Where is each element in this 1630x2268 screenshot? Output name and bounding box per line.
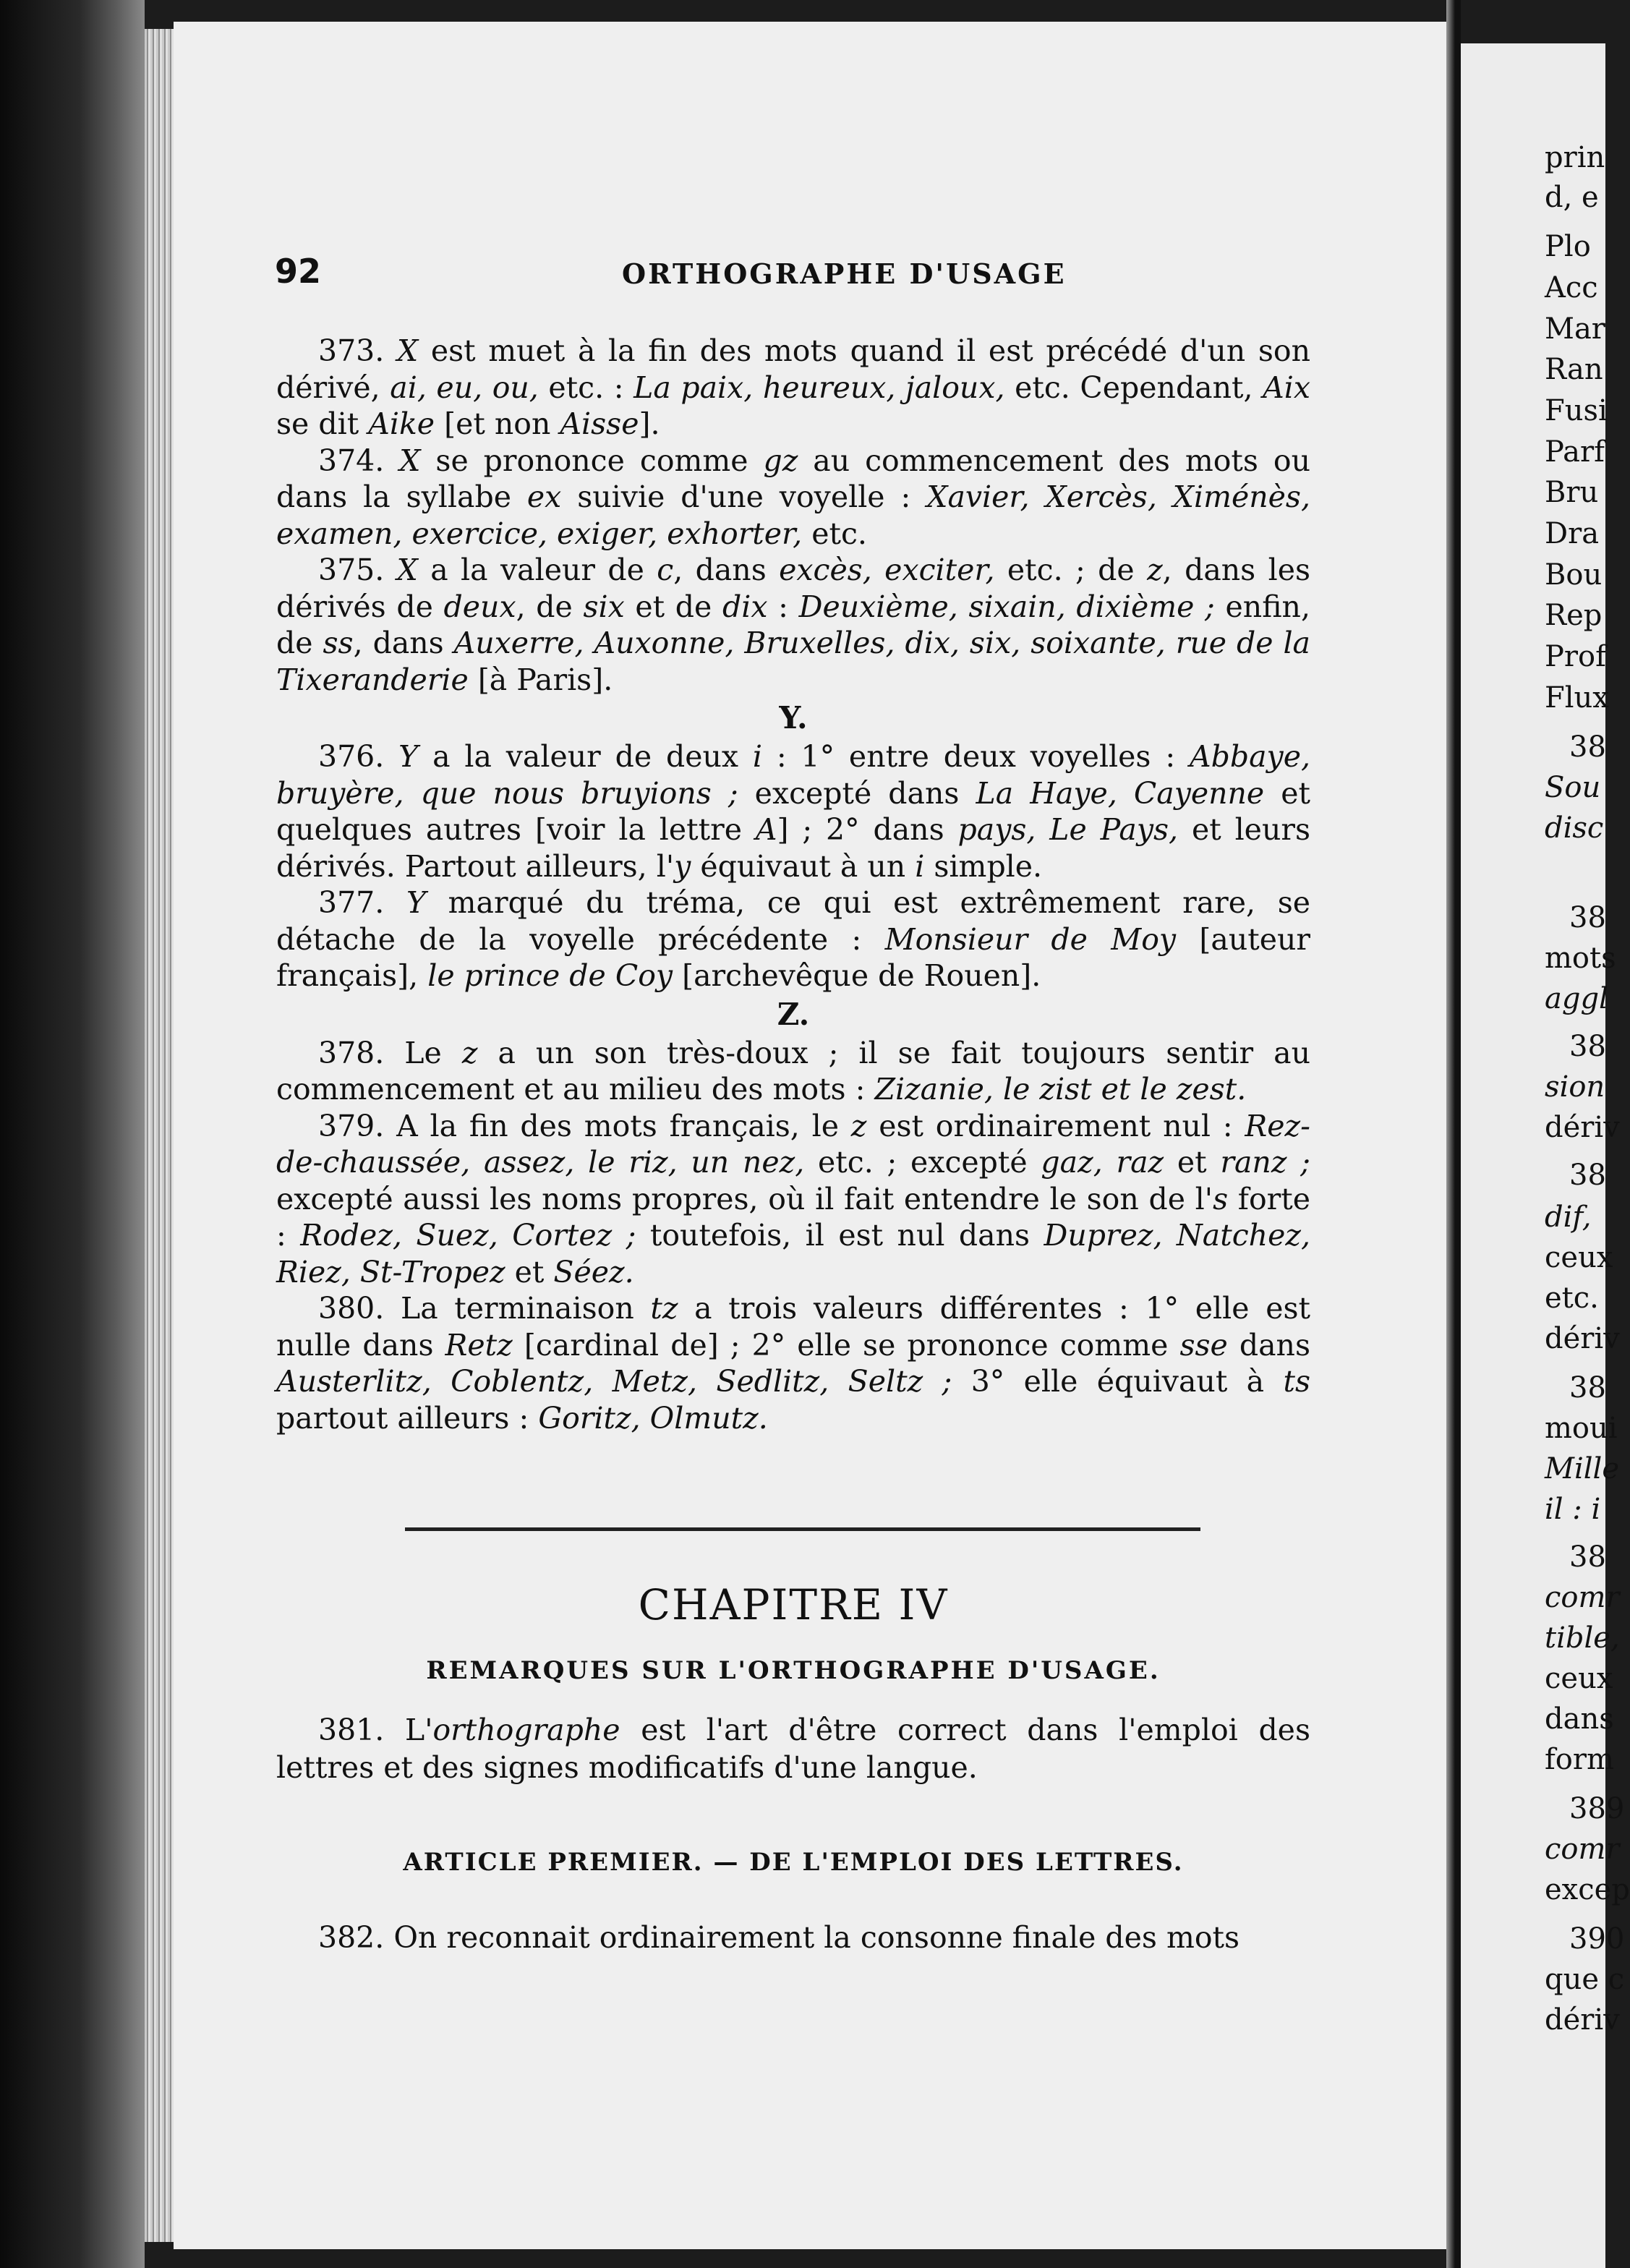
facing-page-fragment: 38: [1569, 1371, 1606, 1404]
text-run: z: [850, 1108, 867, 1143]
text-run: équivaut à un: [691, 848, 916, 884]
text-run: Goritz, Olmutz.: [538, 1400, 768, 1436]
text-run: z: [461, 1035, 478, 1070]
paragraph-382: [276, 1920, 1310, 1955]
text-run: gaz, raz: [1041, 1145, 1164, 1180]
text-run: 379. A la fin des mots français, le: [318, 1108, 851, 1143]
text-run: forte :: [276, 1181, 1311, 1253]
facing-page-fragment: Rep: [1545, 599, 1603, 632]
paragraph-376: [276, 738, 1310, 884]
text-run: X: [399, 443, 421, 478]
text-run: X: [396, 333, 419, 368]
facing-page-fragment: 390: [1569, 1922, 1625, 1956]
chapter-subtitle: REMARQUES SUR L'ORTHOGRAPHE D'USAGE.: [426, 1656, 1161, 1685]
text-run: a la valeur de: [417, 553, 657, 587]
text-run: Rez-de-chaussée, assez, le riz, un nez,: [276, 1108, 1310, 1180]
text-run: s: [1213, 1181, 1229, 1216]
text-run: Abbaye, bruyère, que nous bruyions ;: [276, 739, 1311, 811]
text-run: deux: [443, 589, 516, 624]
paragraph-377: [276, 884, 1310, 994]
facing-page-fragment: Mar: [1545, 312, 1605, 346]
section-divider: [405, 1527, 1200, 1531]
text-run: Y: [398, 739, 419, 774]
running-head: [275, 252, 1331, 295]
facing-page-fragment: excep: [1545, 1873, 1630, 1906]
text-run: i: [915, 848, 925, 884]
section-heading-z: Z.: [777, 996, 810, 1032]
text-run: Aisse: [560, 406, 639, 441]
text-run: ts: [1283, 1364, 1310, 1399]
text-run: etc. Cependant,: [1004, 370, 1263, 405]
text-run: orthographe: [432, 1713, 620, 1747]
text-run: c: [657, 553, 674, 587]
text-run: a la valeur de deux: [418, 739, 753, 774]
text-run: , dans les dérivés de: [276, 553, 1310, 624]
text-run: , de: [516, 589, 584, 624]
facing-page-fragment: ceux: [1545, 1241, 1613, 1274]
facing-page-fragment: Fusi: [1545, 394, 1608, 427]
text-run: [archevêque de Rouen].: [673, 958, 1041, 993]
facing-page: [1461, 43, 1630, 2268]
text-run: se prononce comme: [420, 443, 764, 478]
facing-page-fragment: 38: [1569, 730, 1606, 764]
text-run: 373.: [318, 333, 397, 368]
text-run: dans: [1227, 1327, 1310, 1363]
text-run: Zizanie, le zist et le zest.: [874, 1072, 1247, 1107]
text-run: et leurs dérivés. Partout ailleurs, l': [276, 812, 1310, 884]
facing-page-fragment: Ran: [1545, 353, 1603, 386]
text-run: etc.: [802, 516, 867, 551]
text-run: ai, eu, ou,: [390, 370, 539, 405]
paragraph-380: [276, 1290, 1310, 1436]
text-run: ranz ;: [1220, 1145, 1310, 1180]
text-run: ex: [526, 479, 562, 514]
text-run: 380. La terminaison: [318, 1291, 651, 1326]
text-run: marqué du tréma, ce qui est extrêmement rare, se détache de la voyelle précédente :: [276, 885, 1310, 957]
paragraph-373: [276, 333, 1310, 443]
facing-page-fragment: comr: [1545, 1833, 1620, 1866]
text-run: X: [396, 553, 418, 587]
text-run: est l'art d'être correct dans l'emploi des lettres et des signes modificatifs d'une langue.: [276, 1713, 1310, 1785]
text-run: 381. L': [318, 1713, 433, 1747]
text-run: Duprez, Natchez, Riez, St-Tropez: [276, 1218, 1310, 1289]
facing-page-fragment: form: [1545, 1743, 1614, 1776]
text-run: gz: [763, 443, 798, 478]
facing-page-fragment: Mille: [1545, 1452, 1620, 1485]
text-run: excès, exciter,: [779, 553, 995, 587]
text-run: ss: [323, 626, 354, 660]
text-run: La Haye, Cayenne: [976, 775, 1265, 811]
text-run: z: [1147, 553, 1163, 587]
paragraph-379: [276, 1108, 1310, 1291]
text-run: sse: [1179, 1327, 1228, 1363]
text-run: Retz: [445, 1327, 513, 1363]
text-run: est muet à la fin des mots quand il est précédé d'un son dérivé,: [276, 333, 1310, 405]
page-edges: [145, 29, 174, 2242]
text-run: 376.: [318, 739, 399, 774]
text-run: simple.: [924, 848, 1043, 884]
text-run: a un son très-doux ; il se fait toujours sentir au commencement et au milieu des mots :: [276, 1035, 1310, 1107]
text-run: 378. Le: [318, 1035, 462, 1070]
text-run: 374.: [318, 443, 400, 478]
running-title: ORTHOGRAPHE D'USAGE: [622, 257, 1067, 290]
paragraph-381: [276, 1711, 1310, 1786]
text-run: pays, Le Pays,: [957, 812, 1179, 847]
facing-page-fragment: moui: [1545, 1412, 1618, 1445]
facing-page-fragment: dériv: [1545, 1111, 1620, 1144]
facing-page-fragment: dans: [1545, 1702, 1614, 1736]
facing-page-fragment: disc: [1545, 811, 1604, 845]
text-run: etc. ; de: [994, 553, 1148, 587]
text-run: y: [674, 848, 691, 884]
text-run: Séez.: [553, 1254, 634, 1289]
text-run: et: [505, 1254, 554, 1289]
text-run: six: [583, 589, 625, 624]
facing-page-fragment: Sou: [1545, 771, 1601, 804]
facing-page-fragment: Prof: [1545, 640, 1606, 673]
facing-page-fragment: tible,: [1545, 1621, 1620, 1655]
facing-page-fragment: mots: [1545, 942, 1616, 975]
text-run: Aike: [368, 406, 435, 441]
page-number: 92: [275, 252, 322, 291]
text-run: i: [752, 739, 762, 774]
facing-page-fragment: comr: [1545, 1581, 1620, 1614]
article-heading: ARTICLE PREMIER. — DE L'EMPLOI DES LETTRES.: [403, 1848, 1184, 1877]
facing-page-fragment: dériv: [1545, 1322, 1620, 1355]
text-run: et de: [624, 589, 722, 624]
text-run: a trois valeurs différentes : 1° elle est nulle dans: [276, 1291, 1310, 1363]
text-run: ].: [639, 406, 660, 441]
text-run: Rodez, Suez, Cortez ;: [300, 1218, 636, 1253]
text-run: 377.: [318, 885, 406, 920]
text-run: 375.: [318, 553, 397, 587]
text-run: enfin, de: [276, 589, 1310, 660]
facing-page-fragment: dériv: [1545, 2003, 1620, 2037]
facing-page-fragment: ceux: [1545, 1662, 1613, 1695]
facing-page-fragment: aggl: [1545, 982, 1608, 1015]
text-run: Austerlitz, Coblentz, Metz, Sedlitz, Seltz ;: [276, 1364, 952, 1399]
text-run: dix: [722, 589, 768, 624]
facing-page-fragment: Bru: [1545, 476, 1599, 509]
facing-page-fragment: dif,: [1545, 1201, 1592, 1234]
facing-page-fragment: Bou: [1545, 558, 1603, 592]
text-run: se dit: [276, 406, 369, 441]
text-run: , dans: [353, 626, 454, 660]
text-run: , dans: [673, 553, 780, 587]
facing-page-fragment: prin: [1545, 141, 1605, 174]
text-run: : 1° entre deux voyelles :: [761, 739, 1190, 774]
text-run: ] ; 2° dans: [777, 812, 958, 847]
text-run: 382. On reconnait ordinairement la consonne finale des mots: [318, 1920, 1240, 1955]
paragraph-374: [276, 443, 1310, 553]
text-run: Monsieur de Moy: [884, 921, 1177, 957]
text-run: suivie d'une voyelle :: [561, 479, 927, 514]
text-run: :: [767, 589, 799, 624]
text-run: Auxerre, Auxonne, Bruxelles, dix, six, soixante, rue de la Tixeranderie: [276, 626, 1311, 697]
text-run: Xavier, Xercès, Ximénès, examen, exercice, exiger, exhorter,: [276, 479, 1310, 551]
text-run: Y: [406, 885, 427, 920]
text-run: La paix, heureux, jaloux,: [633, 370, 1005, 405]
facing-page-fragment: etc.: [1545, 1282, 1599, 1315]
text-run: [auteur français],: [276, 921, 1310, 993]
body-text: [276, 333, 1310, 1436]
facing-page-fragment: sion: [1545, 1070, 1605, 1104]
paragraph-378: [276, 1035, 1310, 1108]
text-run: [et non: [435, 406, 560, 441]
text-run: est ordinairement nul :: [866, 1108, 1245, 1143]
text-run: au commencement des mots ou dans la syllabe: [276, 443, 1310, 514]
facing-page-fragment: Acc: [1545, 271, 1598, 304]
facing-page-fragment: Parf: [1545, 435, 1605, 469]
facing-page-fragment: que c: [1545, 1963, 1625, 1996]
text-run: Aix: [1263, 370, 1310, 405]
text-run: etc. :: [538, 370, 634, 405]
text-run: excepté aussi les noms propres, où il fait entendre le son de l': [276, 1181, 1213, 1216]
section-heading-y: Y.: [779, 700, 808, 736]
text-run: le prince de Coy: [427, 958, 673, 993]
text-run: etc. ; excepté: [804, 1145, 1041, 1180]
facing-page-fragment: Plo: [1545, 230, 1591, 263]
text-run: 3° elle équivaut à: [952, 1364, 1284, 1399]
book-spine: [0, 0, 145, 2268]
facing-page-fragment: 38: [1569, 1030, 1606, 1063]
facing-page-fragment: d, e: [1545, 181, 1599, 214]
facing-page-fragment: 38: [1569, 1159, 1606, 1192]
facing-page-fragment: 38: [1569, 901, 1606, 934]
text-run: et quelques autres [voir la lettre: [276, 775, 1310, 847]
facing-page-fragment: Dra: [1545, 517, 1600, 550]
text-run: A: [755, 812, 777, 847]
text-run: Deuxième, sixain, dixième ;: [798, 589, 1215, 624]
text-run: [à Paris].: [468, 662, 613, 697]
text-run: tz: [650, 1291, 678, 1326]
text-run: excepté dans: [738, 775, 976, 811]
text-run: et: [1164, 1145, 1221, 1180]
text-run: toutefois, il est nul dans: [636, 1218, 1044, 1253]
facing-page-fragment: 389: [1569, 1792, 1625, 1825]
facing-page-fragment: Flux: [1545, 681, 1609, 715]
page-gutter: [1446, 0, 1461, 2268]
text-run: [cardinal de] ; 2° elle se prononce comme: [512, 1327, 1180, 1363]
chapter-title: CHAPITRE IV: [638, 1580, 949, 1629]
facing-page-fragment: il : i: [1545, 1493, 1601, 1526]
facing-page-fragment: 38: [1569, 1540, 1606, 1574]
paragraph-375: [276, 552, 1310, 698]
text-run: partout ailleurs :: [276, 1400, 539, 1436]
